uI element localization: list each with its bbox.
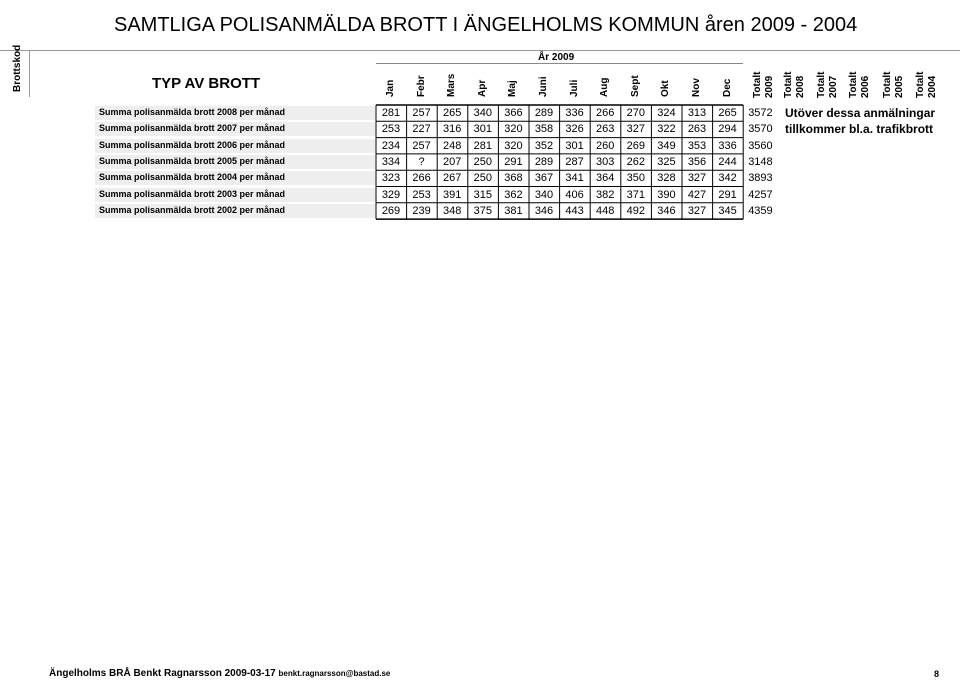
- table-cell: 322: [657, 123, 676, 136]
- table-cell: 320: [504, 139, 523, 152]
- total-header-line2: 2007: [828, 75, 839, 98]
- table-cell: 375: [473, 204, 492, 217]
- table-cell: 320: [504, 123, 523, 136]
- table-cell: 257: [412, 139, 431, 152]
- month-header-11: Dec: [721, 78, 733, 97]
- table-cell: 281: [381, 107, 401, 119]
- row-label: Summa polisanmälda brott 2003 per månad: [99, 188, 286, 199]
- table-cell: 346: [534, 204, 554, 217]
- table-cell: 301: [473, 123, 492, 136]
- header-top-border: [0, 50, 960, 51]
- month-header-3: Apr: [476, 79, 488, 97]
- total-header-line2: 2004: [927, 75, 938, 98]
- table-cell: 349: [657, 139, 676, 152]
- month-header-5: Juni: [538, 76, 549, 97]
- column-header-brottskod: Brottskod: [12, 44, 23, 92]
- table-cell: 381: [504, 204, 523, 217]
- table-cell: 269: [381, 204, 401, 217]
- table-cell: 327: [687, 204, 707, 217]
- year-group-label: År 2009: [538, 52, 575, 63]
- table-cell: 262: [626, 155, 645, 168]
- total-header-line1: Totalt: [882, 71, 893, 98]
- total-header-2: [816, 68, 846, 98]
- table-cell: 265: [443, 107, 462, 119]
- table-cell: 325: [657, 155, 676, 168]
- table-cell: 336: [565, 107, 584, 119]
- table-cell: 346: [657, 204, 676, 217]
- table-cell: 328: [657, 172, 676, 185]
- table-cell: 391: [443, 188, 462, 201]
- table-cell: 345: [718, 204, 737, 217]
- row-label: Summa polisanmälda brott 2007 per månad: [99, 123, 286, 134]
- table-cell: 267: [443, 172, 462, 185]
- row-label: Summa polisanmälda brott 2002 per månad: [99, 204, 286, 215]
- table-cell: 269: [626, 139, 645, 152]
- table-cell: 334: [381, 155, 401, 168]
- table-cell: 263: [687, 123, 707, 136]
- table-cell: 289: [534, 155, 554, 168]
- table-cell: 406: [565, 188, 584, 201]
- table-cell: 352: [534, 139, 554, 152]
- table-cell: 260: [596, 139, 615, 152]
- row-total-2009: 3570: [748, 123, 773, 136]
- total-header-line1: Totalt: [848, 71, 859, 98]
- table-cell: 382: [596, 188, 615, 201]
- month-header-0: Jan: [385, 79, 396, 97]
- table-cell: 324: [657, 107, 676, 119]
- table-cell: 350: [626, 172, 645, 185]
- total-header-0: [752, 68, 782, 98]
- table-cell: 340: [534, 188, 554, 201]
- total-header-4: [882, 68, 912, 98]
- table-cell: 291: [718, 188, 737, 201]
- column-header-typ-av-brott: TYP AV BROTT: [152, 75, 261, 92]
- table-cell: 253: [381, 123, 401, 136]
- month-header-10: Nov: [691, 78, 702, 97]
- month-header-8: Sept: [629, 75, 641, 97]
- month-header-4: Maj: [507, 80, 519, 97]
- table-cell: 265: [718, 107, 737, 119]
- total-header-line1: Totalt: [783, 71, 794, 98]
- table-cell: ?: [418, 155, 425, 168]
- year-group-underline: [376, 63, 743, 64]
- table-cell: 227: [412, 123, 431, 136]
- table-cell: 315: [473, 188, 492, 201]
- table-cell: 250: [473, 172, 492, 185]
- table-cell: 326: [565, 123, 584, 136]
- table-cell: 250: [473, 155, 492, 168]
- total-header-line2: 2008: [795, 75, 806, 98]
- table-cell: 239: [412, 204, 431, 217]
- table-cell: 323: [381, 172, 401, 185]
- table-cell: 207: [443, 155, 462, 168]
- table-cell: 340: [473, 107, 492, 119]
- total-header-line1: Totalt: [915, 71, 926, 98]
- total-header-line2: 2009: [764, 75, 775, 98]
- total-header-1: [783, 68, 813, 98]
- table-cell: 353: [687, 139, 707, 152]
- month-header-6: Juli: [568, 79, 580, 97]
- month-header-9: Okt: [660, 80, 672, 97]
- table-cell: 270: [626, 107, 645, 119]
- table-cell: 244: [718, 155, 737, 168]
- month-header-2: Mars: [446, 73, 458, 97]
- total-header-line2: 2005: [894, 75, 905, 98]
- row-total-2009: 4359: [748, 204, 773, 217]
- note-line-2: tillkommer bl.a. trafikbrott: [785, 122, 934, 136]
- row-total-2009: 3148: [748, 155, 773, 168]
- table-cell: 327: [687, 172, 707, 185]
- row-total-2009: 4257: [748, 188, 773, 201]
- footer-email: benkt.ragnarsson@bastad.se: [278, 669, 391, 678]
- table-cell: 336: [718, 139, 737, 152]
- table-cell: 443: [565, 204, 584, 217]
- total-header-line1: Totalt: [816, 71, 827, 98]
- table-cell: 294: [718, 123, 737, 136]
- table-cell: 287: [565, 155, 584, 168]
- table-cell: 358: [534, 123, 554, 136]
- table-cell: 448: [596, 204, 615, 217]
- table-cell: 281: [473, 139, 492, 152]
- table-cell: 366: [504, 107, 523, 119]
- table-cell: 248: [443, 139, 462, 152]
- footer-text: Ängelholms BRÅ Benkt Ragnarsson 2009-03-17: [49, 668, 276, 679]
- table-cell: 356: [687, 155, 707, 168]
- table-cell: 266: [596, 107, 615, 119]
- table-cell: 263: [596, 123, 615, 136]
- table-cell: 342: [718, 172, 737, 185]
- brottskod-divider: [29, 51, 30, 97]
- table-cell: 327: [626, 123, 645, 136]
- table-cell: 492: [626, 204, 645, 217]
- table-cell: 427: [687, 188, 707, 201]
- total-header-3: [848, 68, 878, 98]
- table-cell: 289: [534, 107, 554, 119]
- note-line-1: Utöver dessa anmälningar: [785, 106, 936, 120]
- row-label: Summa polisanmälda brott 2004 per månad: [99, 172, 286, 183]
- table-cell: 303: [596, 155, 615, 168]
- table-cell: 234: [381, 139, 401, 152]
- table-cell: 362: [504, 188, 523, 201]
- page-number: 8: [934, 669, 940, 679]
- table-cell: 368: [504, 172, 523, 185]
- table-cell: 364: [596, 172, 615, 185]
- total-header-line2: 2006: [860, 75, 871, 98]
- table-cell: 301: [565, 139, 584, 152]
- table-cell: 329: [381, 188, 401, 201]
- table-cell: 390: [657, 188, 676, 201]
- table-cell: 257: [412, 107, 431, 119]
- total-header-5: [915, 68, 945, 98]
- month-header-7: Aug: [599, 77, 611, 97]
- table-cell: 367: [534, 172, 554, 185]
- table-cell: 316: [443, 123, 462, 136]
- table-cell: 348: [443, 204, 462, 217]
- table-cell: 341: [565, 172, 584, 185]
- total-header-line1: Totalt: [752, 71, 763, 98]
- row-label: Summa polisanmälda brott 2008 per månad: [99, 107, 286, 117]
- footer: [49, 668, 390, 679]
- row-label: Summa polisanmälda brott 2005 per månad: [99, 155, 286, 166]
- row-total-2009: 3893: [748, 172, 773, 185]
- table-cell: 253: [412, 188, 431, 201]
- table-cell: 371: [626, 188, 645, 201]
- table-cell: 266: [412, 172, 431, 185]
- row-label: Summa polisanmälda brott 2006 per månad: [99, 139, 286, 150]
- row-total-2009: 3572: [748, 107, 773, 119]
- table-cell: 291: [504, 155, 523, 168]
- month-header-1: Febr: [415, 75, 427, 97]
- row-total-2009: 3560: [748, 139, 773, 152]
- page-title: SAMTLIGA POLISANMÄLDA BROTT I ÄNGELHOLMS KOMMUN åren 2009 - 2004: [114, 14, 858, 36]
- table-cell: 313: [687, 107, 707, 119]
